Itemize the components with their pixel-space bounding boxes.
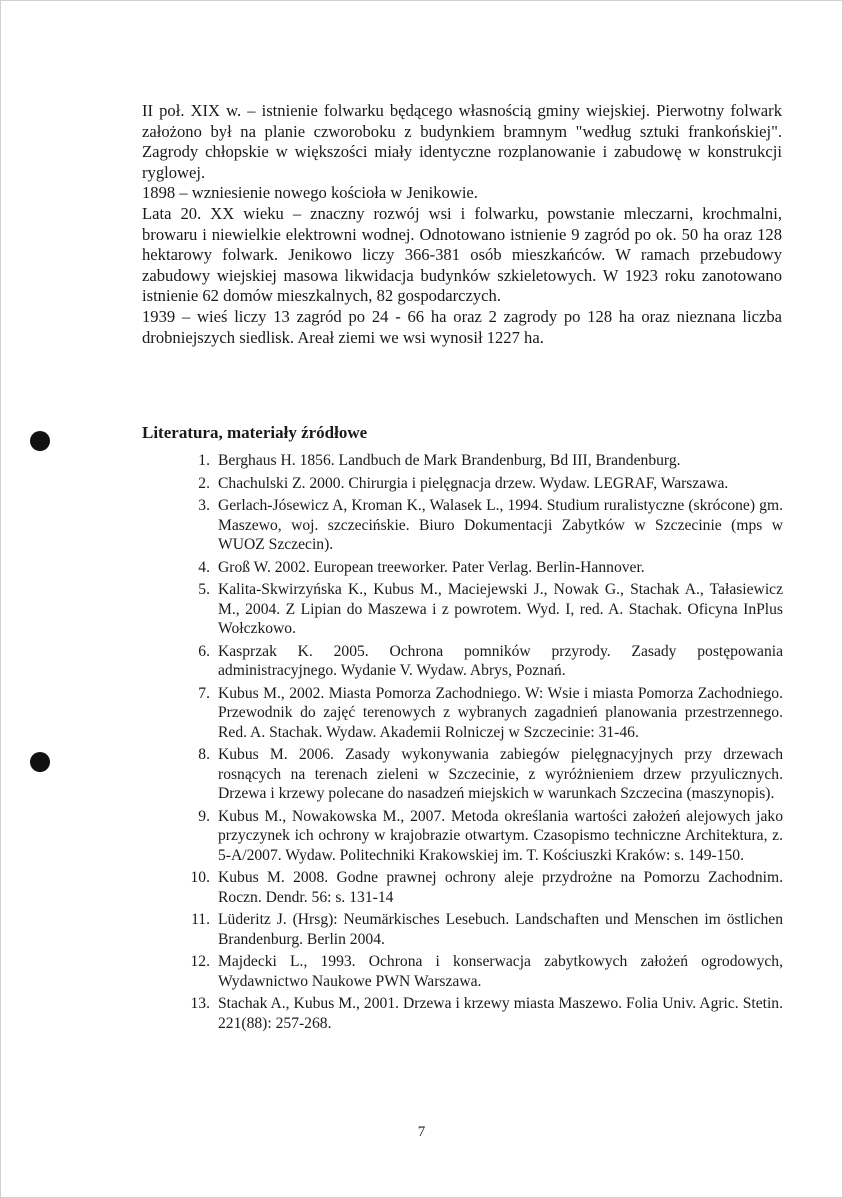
binder-hole-top [30,431,50,451]
reference-number: 2. [198,474,210,492]
reference-item [0,474,783,494]
reference-text: Kubus M., 2002. Miasta Pomorza Zachodniego. W: Wsie i miasta Pomorza Zachodniego. Przewodnik do zajęć terenowych z wybranych zagadnień planowania przestrzennego. Red. A. Stachak. Wydaw. Akademii Rolniczej w Szczecinie: 31-46. [218,684,783,741]
reference-text: Chachulski Z. 2000. Chirurgia i pielęgnacja drzew. Wydaw. LEGRAF, Warszawa. [218,474,729,492]
reference-item [0,451,783,471]
literature-heading: Literatura, materiały źródłowe [142,423,368,442]
reference-list [0,451,843,1036]
reference-number: 13. [190,995,210,1012]
reference-number: 11. [191,911,210,928]
reference-number: 1. [198,452,210,469]
reference-item [0,558,783,578]
reference-item [0,910,783,949]
reference-text: Kalita-Skwirzyńska K., Kubus M., Maciejewski J., Nowak G., Stachak A., Tałasiewicz M., 2004. Z Lipian do Maszewa i z powrotem. Wyd. I, red. A. Stachak. Oficyna InPlus Wołczkowo. [218,581,783,637]
reference-item [0,994,783,1033]
reference-text: Kasprzak K. 2005. Ochrona pomników przyrody. Zasady postępowania administracyjnego. Wydanie V. Wydaw. Abrys, Poznań. [218,642,783,679]
reference-number: 10. [190,869,210,886]
page-number: 7 [417,1124,426,1140]
reference-item [0,952,783,991]
reference-item [0,684,783,743]
reference-text: Kubus M., Nowakowska M., 2007. Metoda określania wartości założeń alejowych jako przyczynek ich ochrony w krajobrazie otwartym. Czasopismo techniczne Architektura, z. 5-A/2007. Wydaw. Politechniki Krakowskiej im. T. Kościuszki Kraków: s. 149-150. [218,807,783,864]
reference-number: 9. [198,807,210,825]
reference-text: Stachak A., Kubus M., 2001. Drzewa i krzewy miasta Maszewo. Folia Univ. Agric. Stetin. 221(88): 257-268. [218,995,783,1032]
reference-item [0,580,783,639]
reference-text: Berghaus H. 1856. Landbuch de Mark Brandenburg, Bd III, Brandenburg. [218,452,681,469]
reference-number: 7. [198,684,210,702]
reference-item [0,745,783,804]
reference-item [0,642,783,681]
reference-number: 3. [198,497,210,514]
history-paragraph: Lata 20. XX wieku – znaczny rozwój wsi i folwarku, powstanie mleczarni, krochmalni, browaru i niewielkie elektrowni wodnej. Odnotowano istnienie 9 zagród po ok. 50 ha oraz 128 hektarowy folwark. Jenikowo liczy 366-381 osób mieszkańców. W ramach przebudowy zabudowy wiejskiej masowa likwidacja budynków szkieletowych. W 1923 roku zanotowano istnienie 62 domów mieszkalnych, 82 gospodarczych. [142,203,782,306]
reference-text: Lüderitz J. (Hrsg): Neumärkisches Lesebuch. Landschaften und Menschen im östlichen Brandenburg. Berlin 2004. [218,911,783,948]
reference-number: 8. [198,746,210,763]
reference-text: Majdecki L., 1993. Ochrona i konserwacja zabytkowych założeń ogrodowych, Wydawnictwo Naukowe PWN Warszawa. [218,953,783,990]
history-paragraph: II poł. XIX w. – istnienie folwarku będącego własnością gminy wiejskiej. Pierwotny folwark założono był na planie czworoboku z budynkiem bramnym "według sztuki frankońskiej". Zagrody chłopskie w większości miały identyczne rozplanowanie i zabudowę w konstrukcji ryglowej. [142,101,782,182]
reference-number: 4. [198,558,210,576]
reference-item [0,807,783,866]
history-section [142,101,782,348]
reference-text: Groß W. 2002. European treeworker. Pater Verlag. Berlin-Hannover. [218,558,645,576]
reference-item [0,496,783,555]
history-paragraph: 1898 – wzniesienie nowego kościoła w Jenikowie. [142,183,478,203]
reference-number: 5. [198,581,210,598]
reference-text: Gerlach-Jósewicz A, Kroman K., Walasek L., 1994. Studium ruralistyczne (skrócone) gm. Maszewo, woj. szczecińskie. Biuro Dokumentacji Zabytków w Szczecinie (mps w WUOZ Szczecin). [218,497,783,553]
reference-item [0,868,783,907]
reference-number: 12. [190,953,210,970]
reference-text: Kubus M. 2006. Zasady wykonywania zabiegów pielęgnacyjnych przy drzewach rosnących na terenach zieleni w Szczecinie, z wyróżnieniem drzew przyulicznych. Drzewa i krzewy polecane do nasadzeń miejskich w warunkach Szczecina (maszynopis). [218,746,783,802]
history-paragraph: 1939 – wieś liczy 13 zagród po 24 - 66 ha oraz 2 zagrody po 128 ha oraz nieznana liczba drobniejszych siedlisk. Areał ziemi we wsi wynosił 1227 ha. [142,306,782,347]
reference-number: 6. [198,642,210,660]
reference-text: Kubus M. 2008. Godne prawnej ochrony aleje przydrożne na Pomorzu Zachodnim. Roczn. Dendr. 56: s. 131-14 [218,869,783,906]
